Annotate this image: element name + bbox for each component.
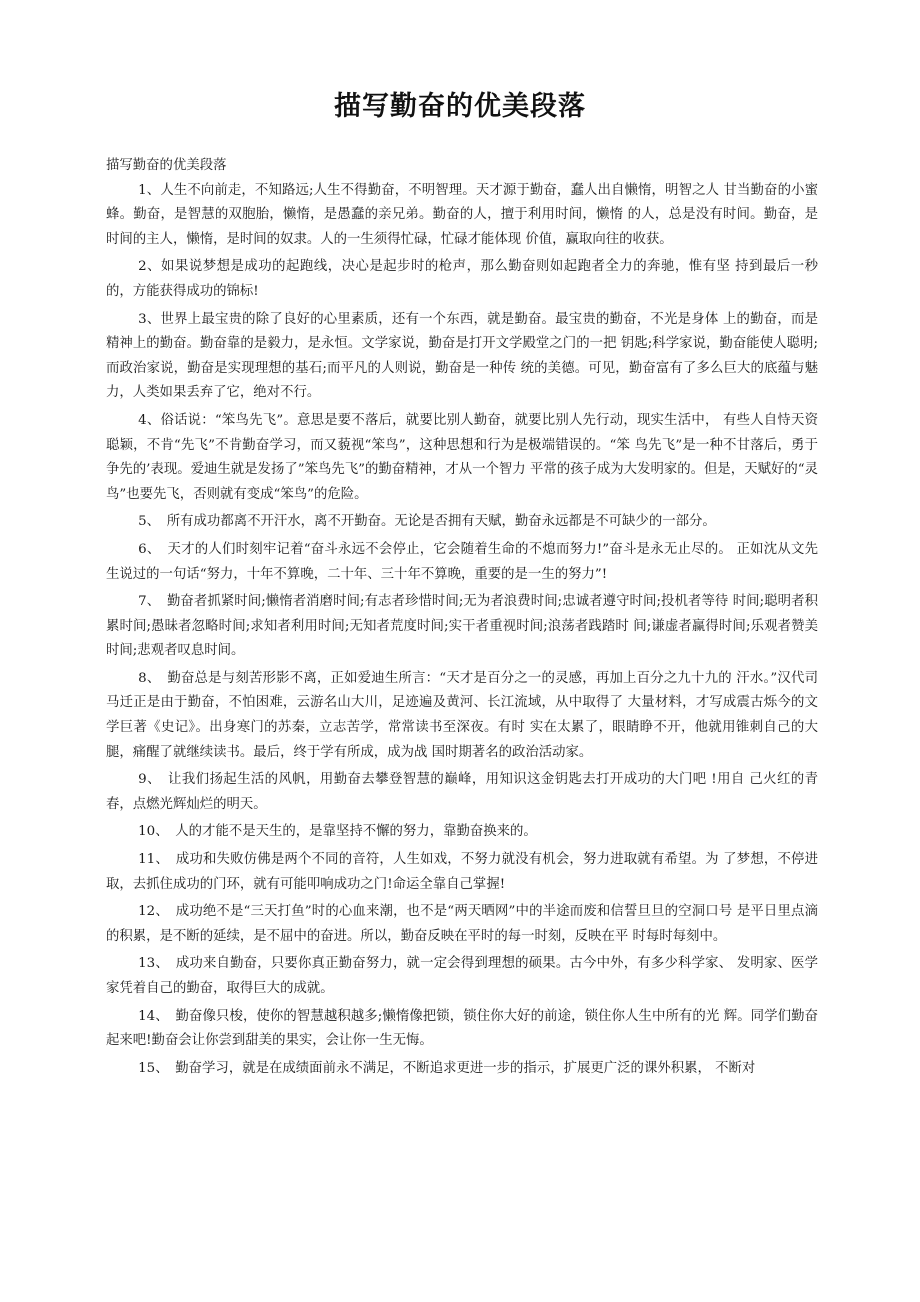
paragraph-14: 14、 勤奋像只梭，使你的智慧越积越多;懒惰像把锁，锁住你大好的前途，锁住你人生中所有的光 辉。同学们勤奋起来吧!勤奋会让你尝到甜美的果实，会让你一生无悔。: [106, 1008, 818, 1049]
paragraph-3: 3、世界上最宝贵的除了良好的心里素质，还有一个东西，就是勤奋。最宝贵的勤奋，不光是身体 上的勤奋，而是精神上的勤奋。勤奋靠的是毅力，是永恒。文学家说，勤奋是打开文学殿堂之门的一把 钥匙;科学家说，勤奋能使人聪明;而政治家说，勤奋是实现理想的基石;而平凡的人则说，勤奋是一种传 统的美德。可见，勤奋富有了多么巨大的底蕴与魅力，人类如果丢弃了它，绝对不行。: [106, 311, 818, 401]
paragraph-15: 15、 勤奋学习，就是在成绩面前永不满足，不断追求更进一步的指示，扩展更广泛的课外积累， 不断对: [138, 1060, 756, 1076]
paragraph-12: 12、 成功绝不是“三天打鱼”时的心血来潮，也不是“两天晒网”中的半途而废和信誓旦旦的空洞口号 是平日里点滴的积累，是不断的延续，是不屈中的奋进。所以，勤奋反映在平时的每一时刻，反映在平 时每时每刻中。: [106, 904, 818, 944]
paragraph-13: 13、 成功来自勤奋，只要你真正勤奋努力，就一定会得到理想的硕果。古今中外，有多少科学家、 发明家、医学家凭着自己的勤奋，取得巨大的成就。: [106, 956, 818, 996]
paragraph-11: 11、 成功和失败仿佛是两个不同的音符，人生如戏，不努力就没有机会，努力进取就有希望。为 了梦想，不停进取，去抓住成功的门环，就有可能叩响成功之门!命运全靠自己掌握!: [106, 852, 818, 892]
paragraph-7: 7、 勤奋者抓紧时间;懒惰者消磨时间;有志者珍惜时间;无为者浪费时间;忠诚者遵守时间;投机者等待 时间;聪明者积累时间;愚昧者忽略时间;求知者利用时间;无知者荒度时间;实干者重视时间;浪荡者践踏时 间;谦虚者赢得时间;乐观者赞美时间;悲观者叹息时间。: [106, 594, 818, 659]
document-subtitle: 描写勤奋的优美段落: [106, 158, 227, 173]
paragraph-10: 10、 人的才能不是天生的，是靠坚持不懈的努力，靠勤奋换来的。: [138, 824, 537, 840]
paragraph-9: 9、 让我们扬起生活的风帆，用勤奋去攀登智慧的巅峰，用知识这金钥匙去打开成功的大门吧 !用自 己火红的青春，点燃光辉灿烂的明天。: [106, 772, 818, 812]
paragraph-4: 4、俗话说：“笨鸟先飞”。意思是要不落后，就要比别人勤奋，就要比别人先行动，现实生活中， 有些人自恃天资聪颖，不肯“先飞”不肯勤奋学习，而又藐视“笨鸟”，这种思想和行为是极端错误的。“笨 鸟先飞”是一种不甘落后，勇于争先的’表现。爱迪生就是发扬了”笨鸟先飞”的勤奋精神，才从一个智力 平常的孩子成为大发明家的。但是，天赋好的“灵鸟”也要先飞，否则就有变成“笨鸟”的危险。: [106, 412, 818, 502]
paragraph-5: 5、 所有成功都离不开汗水，离不开勤奋。无论是否拥有天赋，勤奋永远都是不可缺少的一部分。: [138, 514, 716, 530]
document-body: [106, 154, 818, 1084]
document-title: 描写勤奋的优美段落: [334, 91, 586, 122]
paragraph-6: 6、 天才的人们时刻牢记着“奋斗永远不会停止，它会随着生命的不熄而努力!”奋斗是永无止尽的。 正如沈从文先生说过的一句话“努力，十年不算晚，二十年、三十年不算晚，重要的是一生的努力”!: [106, 541, 818, 582]
paragraph-1: 1、人生不向前走，不知路远;人生不得勤奋，不明智理。天才源于勤奋，蠢人出自懒惰，明智之人 甘当勤奋的小蜜蜂。勤奋，是智慧的双胞胎，懒惰，是愚蠢的亲兄弟。勤奋的人，擅于利用时间，懒惰 的人，总是没有时间。勤奋，是时间的主人，懒惰，是时间的奴隶。人的一生须得忙碌，忙碌才能体现 价值，赢取向往的收获。: [106, 182, 818, 247]
paragraph-2: 2、如果说梦想是成功的起跑线，决心是起步时的枪声，那么勤奋则如起跑者全力的奔驰，惟有坚 持到最后一秒的，方能获得成功的锦标!: [106, 259, 818, 299]
paragraph-8: 8、 勤奋总是与刻苦形影不离，正如爱迪生所言：“天才是百分之一的灵感，再加上百分之九十九的 汗水。”汉代司马迁正是由于勤奋，不怕困难，云游名山大川，足迹遍及黄河、长江流域，从中取得了 大量材料，才写成震古烁今的文学巨著《史记》。出身寒门的苏秦，立志苦学，常常读书至深夜。有时 实在太累了，眼睛睁不开，他就用锥刺自己的大腿，痛醒了就继续读书。最后，终于学有所成，成为战 国时期著名的政治活动家。: [106, 670, 818, 760]
